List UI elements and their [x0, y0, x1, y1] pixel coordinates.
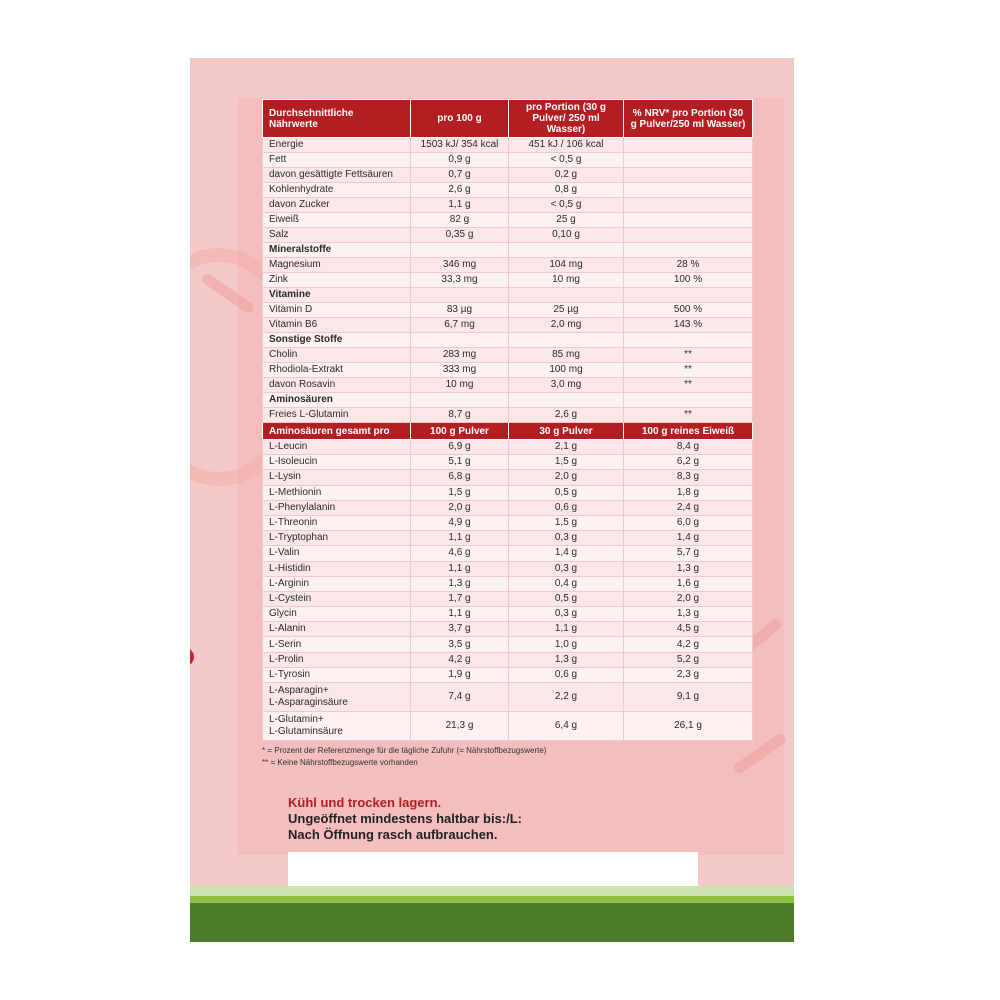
row-value: 1,1 g — [509, 622, 624, 637]
row-value: 4,2 g — [411, 652, 509, 667]
row-value: 4,6 g — [411, 546, 509, 561]
row-value: 1,7 g — [411, 591, 509, 606]
row-label: Vitamine — [263, 288, 411, 303]
row-value: 0,10 g — [509, 228, 624, 243]
section-row — [263, 243, 753, 258]
row-value: 9,1 g — [624, 683, 753, 712]
row-value — [624, 138, 753, 153]
row-value: 0,35 g — [411, 228, 509, 243]
row-value: 4,2 g — [624, 637, 753, 652]
row-value: 2,1 g — [509, 440, 624, 455]
row-value — [411, 288, 509, 303]
amino-row — [263, 576, 753, 591]
amino-row — [263, 515, 753, 530]
row-value — [509, 393, 624, 408]
row-label: Eiweiß — [263, 213, 411, 228]
row-label: L-Lysin — [263, 470, 411, 485]
row-value: 2,0 g — [509, 470, 624, 485]
row-value — [411, 243, 509, 258]
row-value — [411, 393, 509, 408]
amino-row — [263, 667, 753, 682]
row-value: 8,3 g — [624, 470, 753, 485]
row-value: 8,4 g — [624, 440, 753, 455]
amino-row — [263, 652, 753, 667]
side-tab-marker — [190, 648, 194, 666]
nutrition-row — [263, 303, 753, 318]
row-label: Fett — [263, 153, 411, 168]
row-label: L-Threonin — [263, 515, 411, 530]
nutrition-row — [263, 228, 753, 243]
row-value: 4,9 g — [411, 515, 509, 530]
row-value: 6,8 g — [411, 470, 509, 485]
row-value — [624, 333, 753, 348]
row-label: L-Arginin — [263, 576, 411, 591]
row-label: Magnesium — [263, 258, 411, 273]
row-label: L-Prolin — [263, 652, 411, 667]
row-value: 0,3 g — [509, 561, 624, 576]
nutrition-row — [263, 273, 753, 288]
row-value: 333 mg — [411, 363, 509, 378]
row-label: L-Tryptophan — [263, 531, 411, 546]
row-value — [624, 153, 753, 168]
storage-line-cool-dry: Kühl und trocken lagern. — [288, 795, 442, 810]
footnote-no-nrv: ** = Keine Nährstoffbezugswerte vorhanden — [262, 758, 418, 767]
nutrition-table — [262, 99, 753, 741]
amino-row — [263, 561, 753, 576]
nutrition-row — [263, 363, 753, 378]
nutrition-header-row-cell: pro Portion (30 g Pulver/ 250 ml Wasser) — [509, 100, 624, 138]
row-value: 1503 kJ/ 354 kcal — [411, 138, 509, 153]
footer-band-dark — [190, 903, 794, 942]
nutrition-header-row-cell: Durchschnittliche Nährwerte — [263, 100, 411, 138]
row-value: 7,4 g — [411, 683, 509, 712]
row-value — [624, 198, 753, 213]
row-label: Vitamin B6 — [263, 318, 411, 333]
row-value: 1,4 g — [624, 531, 753, 546]
nutrition-row — [263, 213, 753, 228]
row-value: 100 % — [624, 273, 753, 288]
amino-row — [263, 712, 753, 741]
row-label: Salz — [263, 228, 411, 243]
row-label: Freies L-Glutamin — [263, 408, 411, 423]
row-label: Aminosäuren — [263, 393, 411, 408]
nutrition-row — [263, 153, 753, 168]
footnote-nrv: * = Prozent der Referenzmenge für die tägliche Zufuhr (= Nährstoffbezugswerte) — [262, 746, 547, 755]
row-value: 2,2 g — [509, 683, 624, 712]
row-value: 2,6 g — [509, 408, 624, 423]
nutrition-row — [263, 318, 753, 333]
nutrition-row — [263, 378, 753, 393]
row-label: Cholin — [263, 348, 411, 363]
row-value: 2,3 g — [624, 667, 753, 682]
row-value: 1,3 g — [624, 561, 753, 576]
amino-header-row-cell: 100 g reines Eiweiß — [624, 423, 753, 440]
row-value: 2,0 g — [624, 591, 753, 606]
nutrition-header-row-cell: % NRV* pro Portion (30 g Pulver/250 ml Wasser) — [624, 100, 753, 138]
amino-row — [263, 470, 753, 485]
nutrition-row — [263, 168, 753, 183]
storage-line-after-opening: Nach Öffnung rasch aufbrauchen. — [288, 827, 498, 842]
row-label: Vitamin D — [263, 303, 411, 318]
row-label: L-Glutamin+ L-Glutaminsäure — [263, 712, 411, 741]
amino-row — [263, 500, 753, 515]
row-value: 83 µg — [411, 303, 509, 318]
storage-line-best-before: Ungeöffnet mindestens haltbar bis:/L: — [288, 811, 523, 826]
row-value: 2,0 mg — [509, 318, 624, 333]
row-label: L-Tyrosin — [263, 667, 411, 682]
row-value — [624, 393, 753, 408]
row-value: 26,1 g — [624, 712, 753, 741]
amino-header-row-cell: 100 g Pulver — [411, 423, 509, 440]
row-value: 4,5 g — [624, 622, 753, 637]
row-value: 0,8 g — [509, 183, 624, 198]
nutrition-header-row-cell: pro 100 g — [411, 100, 509, 138]
row-value — [624, 213, 753, 228]
row-value: 1,3 g — [509, 652, 624, 667]
row-value — [624, 168, 753, 183]
amino-header-row-cell: Aminosäuren gesamt pro — [263, 423, 411, 440]
amino-row — [263, 683, 753, 712]
row-value: 33,3 mg — [411, 273, 509, 288]
row-label: Zink — [263, 273, 411, 288]
row-value — [624, 183, 753, 198]
amino-row — [263, 455, 753, 470]
row-label: L-Cystein — [263, 591, 411, 606]
row-value: 10 mg — [509, 273, 624, 288]
row-value: ** — [624, 378, 753, 393]
footer-band-lime — [190, 896, 794, 903]
amino-row — [263, 546, 753, 561]
row-value: 1,5 g — [411, 485, 509, 500]
row-value: ** — [624, 348, 753, 363]
amino-header-row-cell: 30 g Pulver — [509, 423, 624, 440]
amino-row — [263, 591, 753, 606]
row-value: 1,6 g — [624, 576, 753, 591]
row-value: 104 mg — [509, 258, 624, 273]
row-value: 0,4 g — [509, 576, 624, 591]
row-value: ** — [624, 408, 753, 423]
row-value: 0,5 g — [509, 485, 624, 500]
row-value: 1,9 g — [411, 667, 509, 682]
row-value: 451 kJ / 106 kcal — [509, 138, 624, 153]
row-value: 500 % — [624, 303, 753, 318]
row-value: 143 % — [624, 318, 753, 333]
row-value: 6,9 g — [411, 440, 509, 455]
row-value: 25 g — [509, 213, 624, 228]
row-value — [509, 243, 624, 258]
row-label: L-Alanin — [263, 622, 411, 637]
row-value — [624, 288, 753, 303]
row-label: L-Valin — [263, 546, 411, 561]
row-label: davon Zucker — [263, 198, 411, 213]
row-label: L-Histidin — [263, 561, 411, 576]
row-value: 0,6 g — [509, 500, 624, 515]
row-value: 1,1 g — [411, 198, 509, 213]
amino-row — [263, 622, 753, 637]
row-value: 0,5 g — [509, 591, 624, 606]
row-value: 100 mg — [509, 363, 624, 378]
row-value — [411, 333, 509, 348]
nutrition-row — [263, 258, 753, 273]
section-row — [263, 393, 753, 408]
row-label: Mineralstoffe — [263, 243, 411, 258]
row-value: 6,4 g — [509, 712, 624, 741]
row-value: 0,7 g — [411, 168, 509, 183]
nutrition-row — [263, 138, 753, 153]
row-value: 85 mg — [509, 348, 624, 363]
row-value: 1,3 g — [624, 607, 753, 622]
row-value — [624, 243, 753, 258]
row-label: L-Leucin — [263, 440, 411, 455]
footer-band — [190, 886, 794, 942]
amino-row — [263, 637, 753, 652]
section-row — [263, 333, 753, 348]
row-label: Sonstige Stoffe — [263, 333, 411, 348]
row-value: 0,6 g — [509, 667, 624, 682]
row-value: 0,2 g — [509, 168, 624, 183]
row-value: 346 mg — [411, 258, 509, 273]
row-value: 82 g — [411, 213, 509, 228]
row-value: < 0,5 g — [509, 198, 624, 213]
amino-header-row — [263, 423, 753, 440]
row-value: ** — [624, 363, 753, 378]
row-value: 5,2 g — [624, 652, 753, 667]
footnotes — [262, 745, 546, 769]
row-value: 1,5 g — [509, 455, 624, 470]
footer-band-light — [190, 886, 794, 896]
row-value: 8,7 g — [411, 408, 509, 423]
row-value: 21,3 g — [411, 712, 509, 741]
row-label: Kohlenhydrate — [263, 183, 411, 198]
row-label: davon Rosavin — [263, 378, 411, 393]
row-value: 5,1 g — [411, 455, 509, 470]
row-value: 1,1 g — [411, 531, 509, 546]
row-value: < 0,5 g — [509, 153, 624, 168]
row-value: 5,7 g — [624, 546, 753, 561]
row-value — [509, 333, 624, 348]
row-value — [624, 228, 753, 243]
row-value: 6,0 g — [624, 515, 753, 530]
amino-row — [263, 485, 753, 500]
row-value: 3,0 mg — [509, 378, 624, 393]
nutrition-table-body — [263, 100, 753, 741]
row-value: 28 % — [624, 258, 753, 273]
row-value: 0,9 g — [411, 153, 509, 168]
label-panel — [190, 58, 794, 942]
row-value: 25 µg — [509, 303, 624, 318]
row-value: 6,7 mg — [411, 318, 509, 333]
row-label: L-Serin — [263, 637, 411, 652]
row-label: L-Isoleucin — [263, 455, 411, 470]
nutrition-row — [263, 198, 753, 213]
row-value: 283 mg — [411, 348, 509, 363]
row-value: 1,1 g — [411, 561, 509, 576]
nutrition-header-row — [263, 100, 753, 138]
row-value: 1,5 g — [509, 515, 624, 530]
storage-instructions — [288, 795, 522, 843]
row-value: 0,3 g — [509, 607, 624, 622]
row-value — [509, 288, 624, 303]
row-value: 3,7 g — [411, 622, 509, 637]
row-value: 6,2 g — [624, 455, 753, 470]
row-value: 2,6 g — [411, 183, 509, 198]
row-label: Glycin — [263, 607, 411, 622]
nutrition-row — [263, 348, 753, 363]
row-value: 10 mg — [411, 378, 509, 393]
row-label: Rhodiola-Extrakt — [263, 363, 411, 378]
row-value: 1,4 g — [509, 546, 624, 561]
row-value: 1,3 g — [411, 576, 509, 591]
section-row — [263, 288, 753, 303]
row-label: Energie — [263, 138, 411, 153]
row-label: L-Phenylalanin — [263, 500, 411, 515]
amino-row — [263, 607, 753, 622]
nutrition-row — [263, 408, 753, 423]
row-value: 3,5 g — [411, 637, 509, 652]
row-value: 2,4 g — [624, 500, 753, 515]
row-label: L-Methionin — [263, 485, 411, 500]
amino-row — [263, 440, 753, 455]
row-label: L-Asparagin+ L-Asparaginsäure — [263, 683, 411, 712]
row-value: 1,0 g — [509, 637, 624, 652]
row-value: 1,8 g — [624, 485, 753, 500]
nutrition-row — [263, 183, 753, 198]
row-value: 1,1 g — [411, 607, 509, 622]
row-label: davon gesättigte Fettsäuren — [263, 168, 411, 183]
amino-row — [263, 531, 753, 546]
row-value: 0,3 g — [509, 531, 624, 546]
row-value: 2,0 g — [411, 500, 509, 515]
